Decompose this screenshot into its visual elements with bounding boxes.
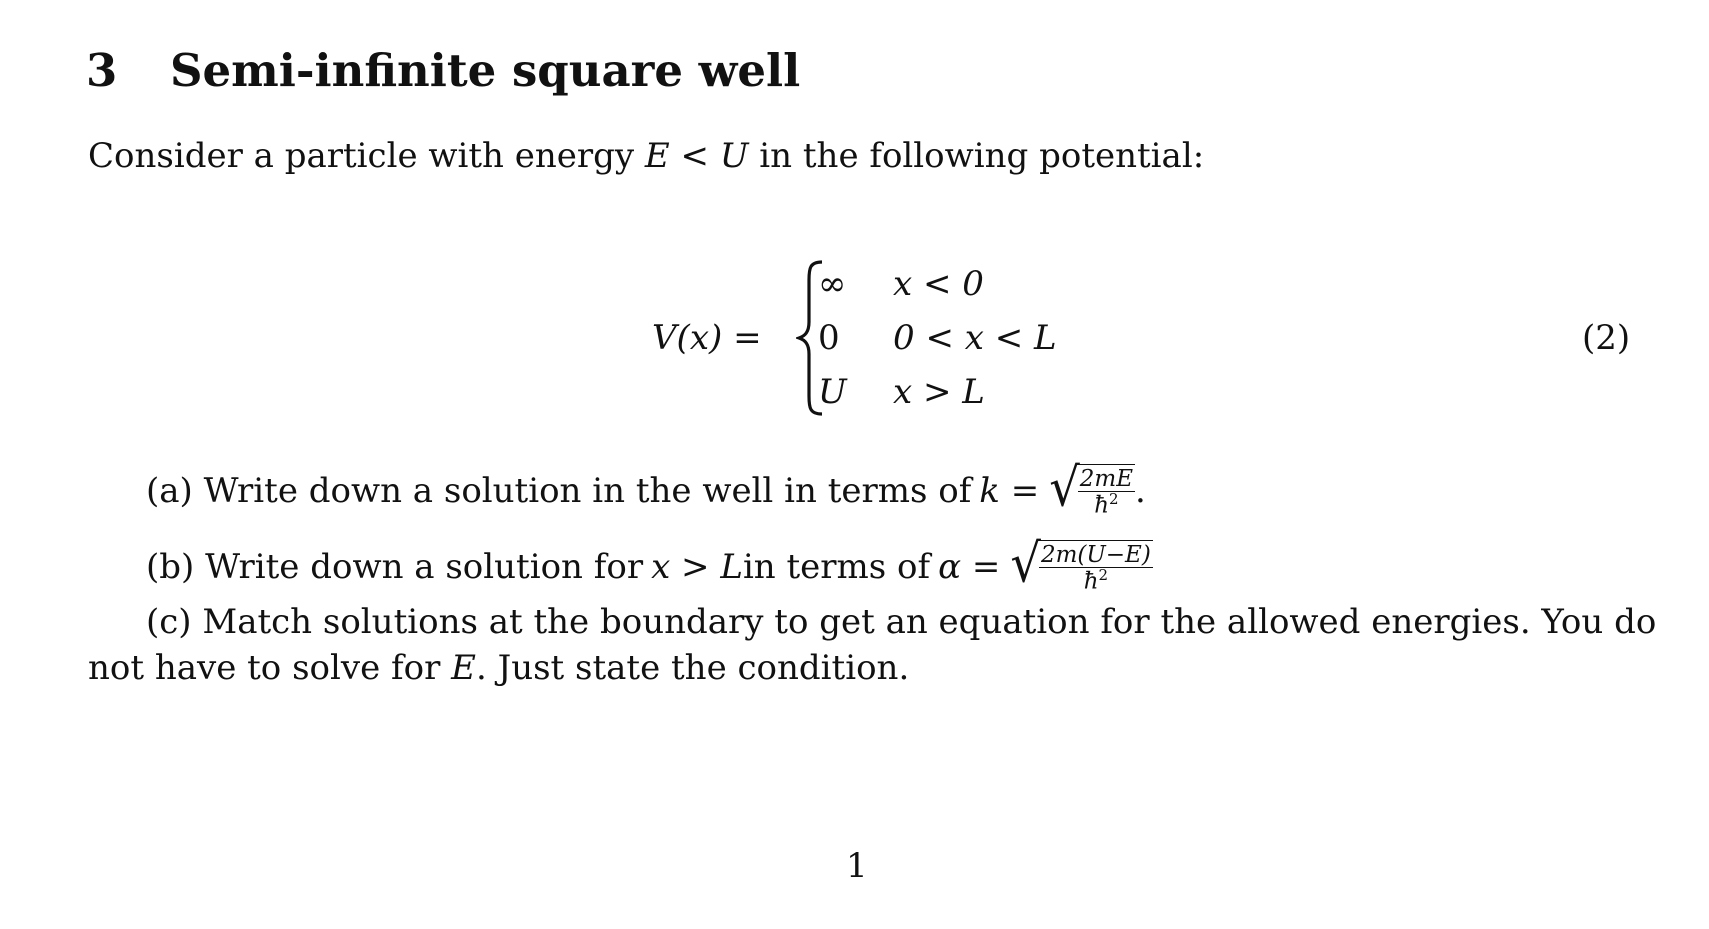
intro-prefix: Consider a particle with energy (88, 136, 645, 176)
sqrt-expression-b (1010, 532, 1152, 595)
sqrt-expression-a (1049, 456, 1135, 519)
equation-number: (2) (1582, 318, 1631, 358)
equation-lhs: V(x) = (652, 318, 762, 358)
case-value-3: U (818, 372, 847, 412)
part-b-var: α = (938, 546, 1001, 587)
part-a-denominator: $ħ^2$ (1094, 490, 1119, 519)
part-b-mid: in terms of (742, 546, 931, 587)
radical-icon: √ (1049, 456, 1080, 519)
page-number: 1 (846, 846, 868, 886)
section-title: Semi-infinite square well (170, 44, 801, 97)
part-b-denominator: $ħ^2$ (1083, 566, 1109, 595)
part-a-numerator: 2mE (1079, 466, 1134, 492)
part-a (146, 456, 1146, 519)
intro-suffix: in the following potential: (748, 136, 1205, 176)
case-condition-3: x > L (893, 372, 985, 412)
part-c-line-2: not have to solve for E. Just state the condition. (88, 648, 910, 688)
part-b (146, 532, 1153, 595)
case-condition-1: x < 0 (893, 264, 984, 304)
section-number: 3 (86, 44, 118, 97)
case-value-1: ∞ (818, 264, 847, 304)
part-a-var: k = (979, 470, 1040, 511)
intro-paragraph (88, 136, 1204, 176)
part-a-end: . (1135, 470, 1146, 511)
intro-math: E < U (644, 136, 749, 176)
case-value-2: 0 (818, 318, 840, 358)
part-b-numerator: 2m(U−E) (1040, 542, 1151, 568)
part-b-cond: x > L (651, 546, 743, 587)
case-condition-2: 0 < x < L (893, 318, 1057, 358)
radical-icon: √ (1010, 532, 1041, 595)
part-a-text: (a) Write down a solution in the well in terms of (146, 470, 972, 511)
part-b-text: (b) Write down a solution for (146, 546, 644, 587)
part-c-line-1: (c) Match solutions at the boundary to get an equation for the allowed energies. You do (146, 602, 1657, 642)
